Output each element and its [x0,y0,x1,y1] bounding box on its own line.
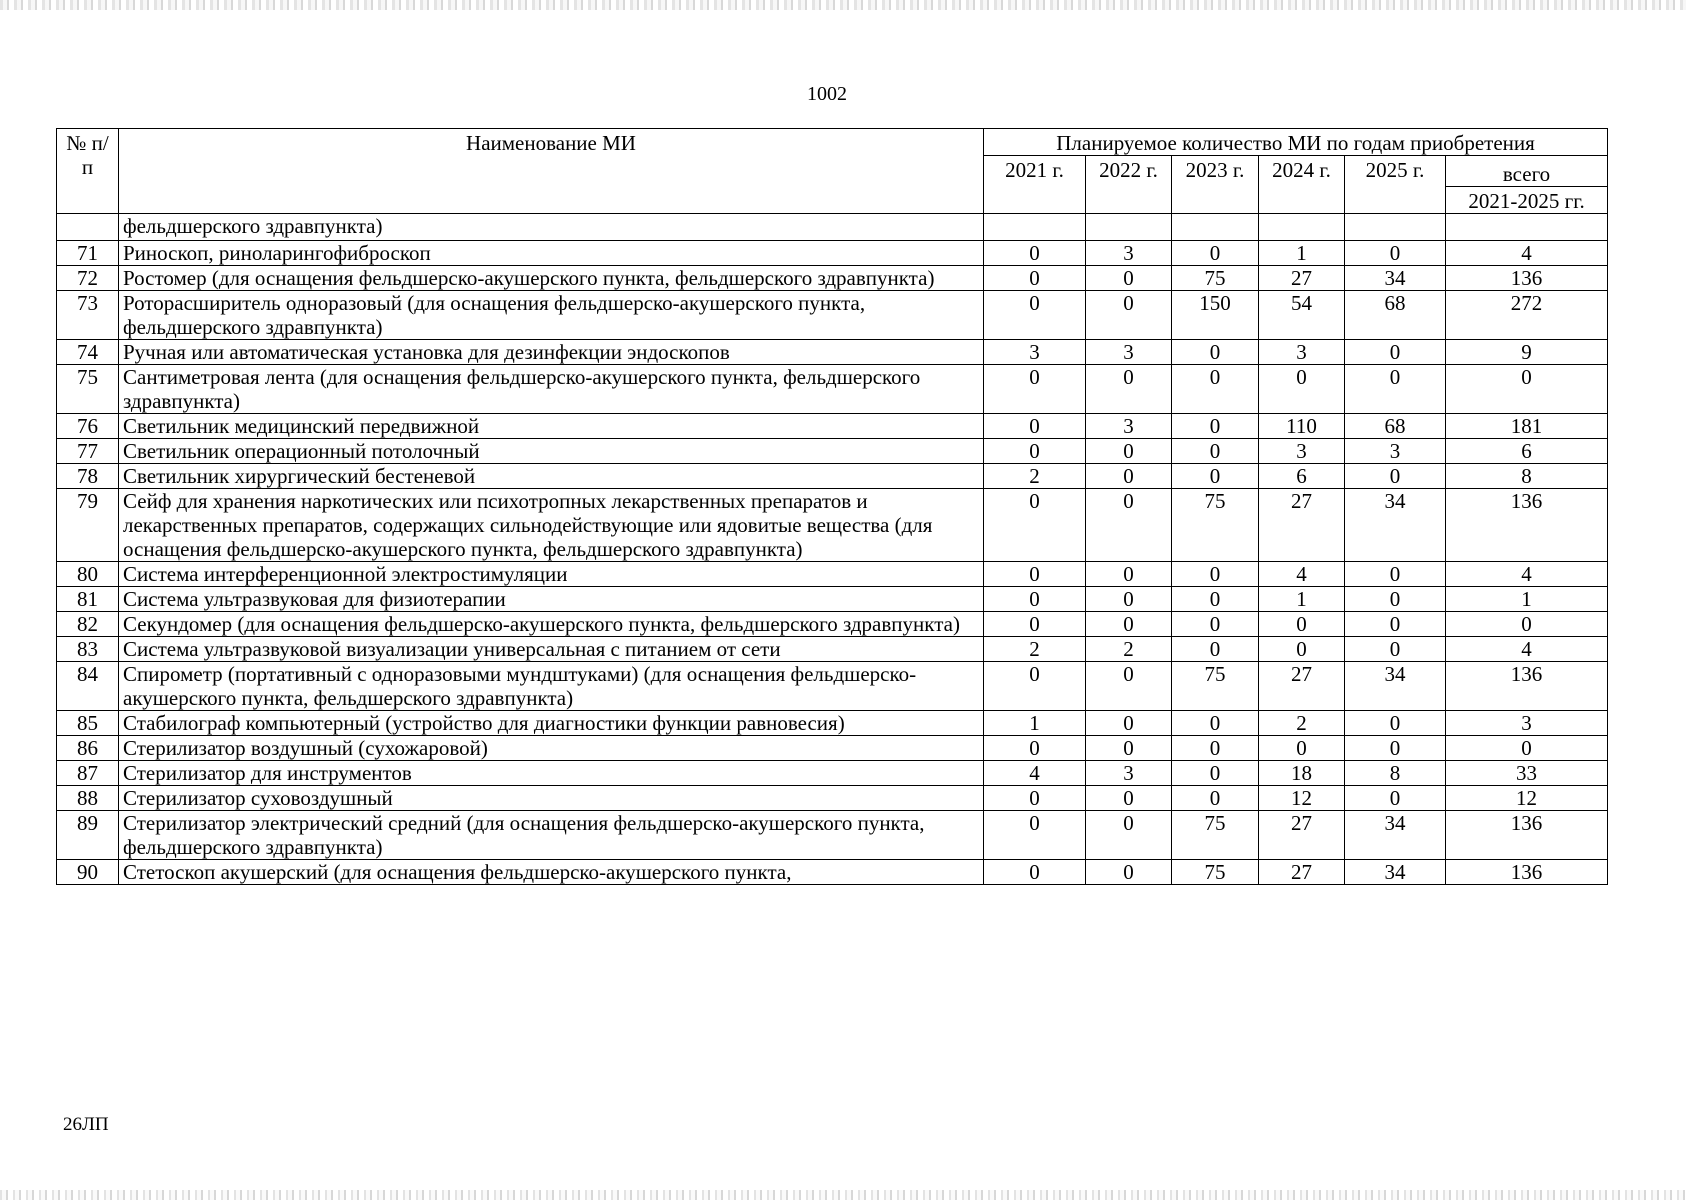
row-value-2021: 4 [984,761,1086,786]
row-value-total: 33 [1446,761,1608,786]
row-value-2021: 0 [984,291,1086,340]
row-value-2024: 6 [1259,464,1345,489]
table-row [57,562,1608,587]
page-number: 1002 [807,83,847,105]
row-value-2025: 0 [1345,365,1446,414]
row-num: 89 [57,811,119,860]
row-name: Стерилизатор для инструментов [119,761,984,786]
row-value-2025: 34 [1345,489,1446,562]
row-value-2021: 0 [984,786,1086,811]
row-num: 79 [57,489,119,562]
row-value-2022: 0 [1086,266,1172,291]
row-value-2021: 0 [984,662,1086,711]
row-value-2021: 1 [984,711,1086,736]
row-value-2023: 75 [1172,860,1259,885]
row-num: 87 [57,761,119,786]
header-year-2025: 2025 г. [1345,156,1446,214]
table-row [57,365,1608,414]
row-value-2025: 0 [1345,587,1446,612]
header-num: № п/п [57,129,119,214]
row-value-total: 3 [1446,711,1608,736]
row-num: 84 [57,662,119,711]
row-name: Светильник хирургический бестеневой [119,464,984,489]
row-value-2021: 2 [984,637,1086,662]
row-value-2022: 0 [1086,811,1172,860]
row-value-total: 9 [1446,340,1608,365]
row-value-2021: 0 [984,241,1086,266]
row-value-2021: 0 [984,414,1086,439]
row-num: 75 [57,365,119,414]
row-num: 77 [57,439,119,464]
row-name: Стерилизатор суховоздушный [119,786,984,811]
row-num: 72 [57,266,119,291]
row-value-2022: 3 [1086,414,1172,439]
header-year-2024: 2024 г. [1259,156,1345,214]
row-value-2021: 0 [984,612,1086,637]
row-value-2022: 0 [1086,786,1172,811]
row-value-2025: 34 [1345,860,1446,885]
row-num: 90 [57,860,119,885]
row-value-2022: 2 [1086,637,1172,662]
row-value-2023: 150 [1172,291,1259,340]
row-value-2023: 75 [1172,266,1259,291]
continuation-name: фельдшерского здравпункта) [119,214,984,241]
row-value-2022: 0 [1086,736,1172,761]
row-name: Система ультразвуковая для физиотерапии [119,587,984,612]
row-value-2023: 0 [1172,761,1259,786]
row-value-2024: 54 [1259,291,1345,340]
row-value-2022: 0 [1086,662,1172,711]
row-num: 71 [57,241,119,266]
row-value-2025: 68 [1345,291,1446,340]
row-name: Система ультразвуковой визуализации универсальная с питанием от сети [119,637,984,662]
row-num: 73 [57,291,119,340]
table-row [57,266,1608,291]
row-num: 85 [57,711,119,736]
header-row-1 [57,129,1608,156]
row-value-2021: 0 [984,811,1086,860]
row-value-2022: 0 [1086,562,1172,587]
header-year-2022: 2022 г. [1086,156,1172,214]
row-value-2025: 0 [1345,464,1446,489]
row-value-2023: 0 [1172,612,1259,637]
row-value-2021: 0 [984,439,1086,464]
row-value-2025: 34 [1345,266,1446,291]
row-value-2023: 0 [1172,340,1259,365]
table-row [57,761,1608,786]
row-num: 78 [57,464,119,489]
row-value-2024: 3 [1259,340,1345,365]
row-value-2022: 3 [1086,340,1172,365]
row-value-total: 0 [1446,612,1608,637]
row-value-2025: 0 [1345,562,1446,587]
row-value-2025: 0 [1345,736,1446,761]
row-value-2025: 0 [1345,241,1446,266]
row-num: 86 [57,736,119,761]
row-value-2025: 34 [1345,662,1446,711]
row-value-2021: 0 [984,736,1086,761]
table-row [57,860,1608,885]
row-value-2025: 8 [1345,761,1446,786]
row-value-2025: 68 [1345,414,1446,439]
row-name: Стерилизатор электрический средний (для оснащения фельдшерско-акушерского пункта, фельдшерского здравпункта) [119,811,984,860]
row-value-2023: 0 [1172,562,1259,587]
row-value-2021: 0 [984,365,1086,414]
row-value-2022: 0 [1086,365,1172,414]
row-value-2023: 0 [1172,365,1259,414]
row-value-2024: 27 [1259,266,1345,291]
row-value-total: 136 [1446,860,1608,885]
row-value-2023: 75 [1172,811,1259,860]
row-value-2021: 0 [984,266,1086,291]
row-value-total: 0 [1446,736,1608,761]
row-value-2023: 0 [1172,786,1259,811]
row-value-2024: 1 [1259,241,1345,266]
table-row [57,786,1608,811]
row-value-total: 0 [1446,365,1608,414]
row-value-2025: 3 [1345,439,1446,464]
row-value-2025: 0 [1345,711,1446,736]
row-value-2022: 0 [1086,489,1172,562]
row-name: Светильник медицинский передвижной [119,414,984,439]
row-num: 81 [57,587,119,612]
row-value-2025: 0 [1345,340,1446,365]
row-value-2021: 0 [984,587,1086,612]
row-value-2022: 0 [1086,439,1172,464]
row-value-2023: 0 [1172,587,1259,612]
row-value-total: 1 [1446,587,1608,612]
row-value-2024: 4 [1259,562,1345,587]
row-value-2024: 27 [1259,860,1345,885]
row-value-total: 4 [1446,637,1608,662]
row-value-2023: 75 [1172,489,1259,562]
table-row [57,587,1608,612]
scan-edge-top [0,0,1686,10]
table-row [57,439,1608,464]
row-name: Стетоскоп акушерский (для оснащения фельдшерско-акушерского пункта, [119,860,984,885]
row-value-2021: 0 [984,489,1086,562]
row-num: 80 [57,562,119,587]
row-value-total: 4 [1446,241,1608,266]
header-planned: Планируемое количество МИ по годам приобретения [984,129,1608,156]
row-value-2024: 0 [1259,365,1345,414]
row-value-2022: 0 [1086,587,1172,612]
row-value-2022: 0 [1086,711,1172,736]
row-value-2021: 2 [984,464,1086,489]
row-name: Светильник операционный потолочный [119,439,984,464]
header-name: Наименование МИ [119,129,984,214]
row-value-2024: 2 [1259,711,1345,736]
row-value-total: 136 [1446,266,1608,291]
equipment-table [56,128,1608,885]
row-num: 83 [57,637,119,662]
row-value-2021: 3 [984,340,1086,365]
row-value-2024: 0 [1259,612,1345,637]
row-value-2025: 0 [1345,612,1446,637]
row-value-2024: 27 [1259,662,1345,711]
row-value-2025: 34 [1345,811,1446,860]
table-row [57,662,1608,711]
row-value-2024: 12 [1259,786,1345,811]
row-value-2023: 0 [1172,464,1259,489]
row-name: Стерилизатор воздушный (сухожаровой) [119,736,984,761]
row-value-2024: 110 [1259,414,1345,439]
row-value-2024: 3 [1259,439,1345,464]
header-total: всего [1446,156,1608,187]
row-value-2023: 0 [1172,414,1259,439]
row-num: 82 [57,612,119,637]
row-num: 88 [57,786,119,811]
row-value-2025: 0 [1345,786,1446,811]
row-value-2022: 0 [1086,291,1172,340]
row-value-2023: 0 [1172,637,1259,662]
row-value-2022: 0 [1086,612,1172,637]
row-value-total: 4 [1446,562,1608,587]
row-value-total: 136 [1446,811,1608,860]
header-total-period: 2021-2025 гг. [1446,187,1608,214]
row-name: Спирометр (портативный с одноразовыми мундштуками) (для оснащения фельдшерско-акушерского пункта, фельдшерского здравпункта) [119,662,984,711]
footer-code: 26ЛП [63,1114,109,1135]
table-row [57,612,1608,637]
row-value-2025: 0 [1345,637,1446,662]
row-value-2021: 0 [984,562,1086,587]
row-name: Риноскоп, риноларингофиброскоп [119,241,984,266]
row-value-2024: 18 [1259,761,1345,786]
header-year-2021: 2021 г. [984,156,1086,214]
row-value-total: 8 [1446,464,1608,489]
row-value-total: 6 [1446,439,1608,464]
row-value-2021: 0 [984,860,1086,885]
row-value-2023: 0 [1172,241,1259,266]
continuation-row [57,214,1608,241]
row-name: Секундомер (для оснащения фельдшерско-акушерского пункта, фельдшерского здравпункта) [119,612,984,637]
row-num: 74 [57,340,119,365]
header-year-2023: 2023 г. [1172,156,1259,214]
table-row [57,464,1608,489]
row-value-2024: 27 [1259,489,1345,562]
row-value-total: 272 [1446,291,1608,340]
row-value-total: 136 [1446,662,1608,711]
table-row [57,241,1608,266]
row-value-total: 181 [1446,414,1608,439]
row-value-2022: 0 [1086,464,1172,489]
row-value-2023: 0 [1172,736,1259,761]
row-name: Ручная или автоматическая установка для дезинфекции эндоскопов [119,340,984,365]
row-value-2022: 0 [1086,860,1172,885]
table-row [57,637,1608,662]
row-name: Система интерференционной электростимуляции [119,562,984,587]
continuation-num [57,214,119,241]
row-name: Стабилограф компьютерный (устройство для диагностики функции равновесия) [119,711,984,736]
table-row [57,414,1608,439]
row-value-2024: 0 [1259,637,1345,662]
row-value-2023: 75 [1172,662,1259,711]
table-row [57,711,1608,736]
row-value-2022: 3 [1086,241,1172,266]
row-value-total: 136 [1446,489,1608,562]
row-value-2024: 1 [1259,587,1345,612]
row-name: Роторасширитель одноразовый (для оснащения фельдшерско-акушерского пункта, фельдшерского здравпункта) [119,291,984,340]
row-value-2024: 27 [1259,811,1345,860]
row-value-2023: 0 [1172,439,1259,464]
row-name: Сейф для хранения наркотических или психотропных лекарственных препаратов и лекарственных препаратов, содержащих сильнодействующие или ядовитые вещества (для оснащения фельдшерско-акушерского пункта, фельдшерского здравпункта) [119,489,984,562]
row-value-2022: 3 [1086,761,1172,786]
row-num: 76 [57,414,119,439]
row-name: Сантиметровая лента (для оснащения фельдшерско-акушерского пункта, фельдшерского здравпункта) [119,365,984,414]
scan-edge-bottom [0,1190,1686,1200]
row-name: Ростомер (для оснащения фельдшерско-акушерского пункта, фельдшерского здравпункта) [119,266,984,291]
table-row [57,340,1608,365]
table-row [57,811,1608,860]
table-row [57,489,1608,562]
table-row [57,736,1608,761]
table-row [57,291,1608,340]
row-value-2023: 0 [1172,711,1259,736]
row-value-total: 12 [1446,786,1608,811]
row-value-2024: 0 [1259,736,1345,761]
